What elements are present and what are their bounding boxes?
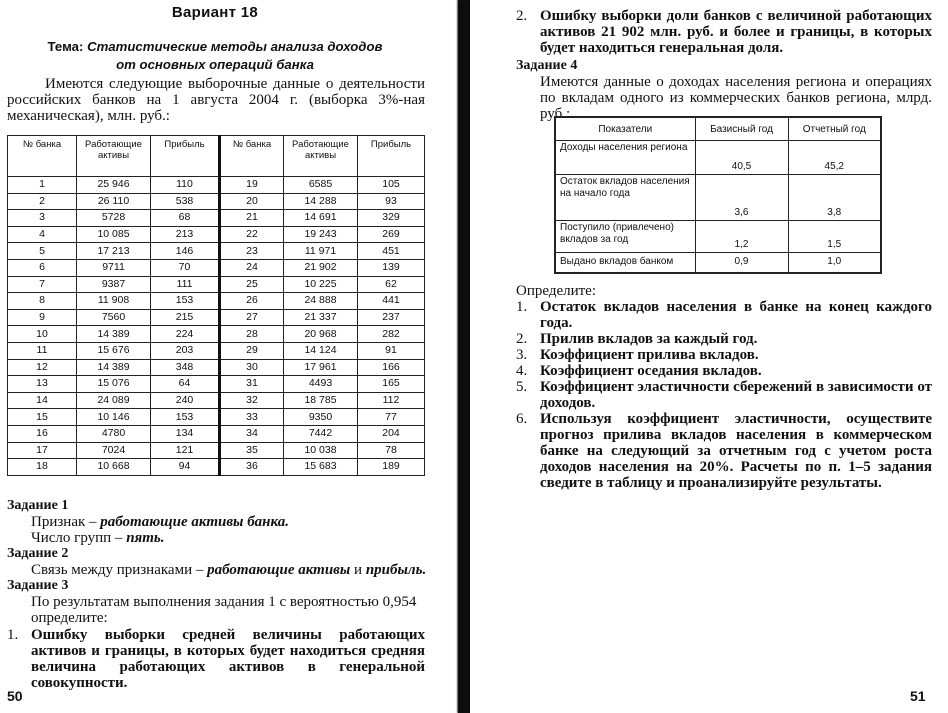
bank-number-cell: 32 — [220, 392, 284, 409]
bank-number-cell: 17 — [8, 442, 77, 459]
table-row — [8, 293, 425, 310]
profit-cell: 93 — [358, 193, 425, 210]
cell-value: 1,5 — [788, 221, 881, 253]
col-header: Показатели — [555, 117, 695, 141]
profit-cell: 78 — [358, 442, 425, 459]
cell-value: 3,6 — [695, 175, 788, 221]
profit-cell: 538 — [151, 193, 220, 210]
bank-number-cell: 33 — [220, 409, 284, 426]
bank-number-cell: 21 — [220, 210, 284, 227]
col-header: Прибыль — [151, 136, 220, 177]
profit-cell: 110 — [151, 177, 220, 194]
assets-cell: 10 146 — [77, 409, 151, 426]
col-header: Работающие активы — [284, 136, 358, 177]
assets-cell: 6585 — [284, 177, 358, 194]
topic-text-line2: от основных операций банка — [116, 57, 314, 72]
profit-cell: 62 — [358, 276, 425, 293]
profit-cell: 215 — [151, 309, 220, 326]
row-label: Поступило (привлечено) вкладов за год — [555, 221, 695, 253]
row-label: Выдано вкладов банком — [555, 253, 695, 273]
bank-number-cell: 18 — [8, 459, 77, 476]
assets-cell: 24 888 — [284, 293, 358, 310]
profit-cell: 204 — [358, 425, 425, 442]
task4-heading: Задание 4 — [516, 58, 578, 73]
col-header: Базисный год — [695, 117, 788, 141]
table-row — [8, 342, 425, 359]
list-item: 3. Коэффициент прилива вкладов. — [516, 347, 759, 363]
list-item: 2. Прилив вкладов за каждый год. — [516, 331, 758, 347]
list-item: 1. Остаток вкладов населения в банке на конец каждого года. — [516, 299, 932, 331]
bank-number-cell: 4 — [8, 226, 77, 243]
assets-cell: 10 668 — [77, 459, 151, 476]
bank-number-cell: 23 — [220, 243, 284, 260]
task1-line2: Число групп – пять. — [31, 530, 165, 546]
determine-label: Определите: — [516, 283, 597, 299]
assets-cell: 14 124 — [284, 342, 358, 359]
assets-cell: 17 961 — [284, 359, 358, 376]
assets-cell: 14 389 — [77, 359, 151, 376]
profit-cell: 146 — [151, 243, 220, 260]
table-row — [8, 276, 425, 293]
cell-value: 40,5 — [695, 141, 788, 175]
topic-heading — [0, 38, 430, 74]
bank-number-cell: 20 — [220, 193, 284, 210]
profit-cell: 70 — [151, 259, 220, 276]
profit-cell: 213 — [151, 226, 220, 243]
assets-cell: 15 683 — [284, 459, 358, 476]
bank-number-cell: 19 — [220, 177, 284, 194]
bank-number-cell: 15 — [8, 409, 77, 426]
variant-title: Вариант 18 — [171, 4, 259, 21]
col-header: № банка — [220, 136, 284, 177]
list-item: 6. Используя коэффициент эластичности, осуществите прогноз прилива вкладов населения в коммерческом банке на следующий за отчетным год с учетом роста доходов населения на 20%. Расчеты по п. 1–5 задания сведите в таблицу и проанализируйте результаты. — [516, 411, 932, 491]
assets-cell: 15 676 — [77, 342, 151, 359]
assets-cell: 4493 — [284, 376, 358, 393]
list-item: 4. Коэффициент оседания вкладов. — [516, 363, 762, 379]
profit-cell: 77 — [358, 409, 425, 426]
assets-cell: 9711 — [77, 259, 151, 276]
assets-cell: 10 225 — [284, 276, 358, 293]
cell-value: 0,9 — [695, 253, 788, 273]
row-label: Остаток вкладов населения на начало года — [555, 175, 695, 221]
bank-number-cell: 11 — [8, 342, 77, 359]
assets-cell: 18 785 — [284, 392, 358, 409]
assets-cell: 9387 — [77, 276, 151, 293]
table-row — [8, 442, 425, 459]
assets-cell: 20 968 — [284, 326, 358, 343]
table-row — [8, 326, 425, 343]
profit-cell: 189 — [358, 459, 425, 476]
bank-number-cell: 27 — [220, 309, 284, 326]
task1-line1: Признак – работающие активы банка. — [31, 514, 289, 530]
profit-cell: 134 — [151, 425, 220, 442]
intro-text: Имеются следующие выборочные данные о деятельности российских банков на 1 августа 2004 г. (выборка 3%-ная механическая), млн. руб.: — [7, 76, 425, 124]
assets-cell: 11 908 — [77, 293, 151, 310]
bank-number-cell: 30 — [220, 359, 284, 376]
profit-cell: 348 — [151, 359, 220, 376]
profit-cell: 203 — [151, 342, 220, 359]
banks-table — [7, 135, 425, 476]
table-row — [8, 309, 425, 326]
bank-number-cell: 9 — [8, 309, 77, 326]
table-row — [8, 243, 425, 260]
assets-cell: 26 110 — [77, 193, 151, 210]
profit-cell: 282 — [358, 326, 425, 343]
profit-cell: 64 — [151, 376, 220, 393]
bank-number-cell: 5 — [8, 243, 77, 260]
profit-cell: 94 — [151, 459, 220, 476]
table-header-row — [8, 136, 425, 177]
table-row — [555, 253, 881, 273]
bank-number-cell: 29 — [220, 342, 284, 359]
table-row — [8, 210, 425, 227]
col-header: Работающие активы — [77, 136, 151, 177]
task3-heading: Задание 3 — [7, 578, 69, 593]
book-spine — [458, 0, 470, 713]
profit-cell: 153 — [151, 409, 220, 426]
table-row — [8, 425, 425, 442]
page-number-left: 50 — [7, 688, 23, 704]
table-row — [8, 226, 425, 243]
bank-number-cell: 7 — [8, 276, 77, 293]
assets-cell: 11 971 — [284, 243, 358, 260]
assets-cell: 25 946 — [77, 177, 151, 194]
bank-number-cell: 13 — [8, 376, 77, 393]
task3-item-2: 2. Ошибку выборки доли банков с величиной работающих активов 21 902 млн. руб. и более и границы, в которых будет находиться генеральная доля. — [516, 8, 932, 56]
bank-number-cell: 34 — [220, 425, 284, 442]
assets-cell: 4780 — [77, 425, 151, 442]
task3-intro-line2: определите: — [31, 610, 108, 626]
table-row — [555, 221, 881, 253]
profit-cell: 329 — [358, 210, 425, 227]
bank-number-cell: 28 — [220, 326, 284, 343]
assets-cell: 24 089 — [77, 392, 151, 409]
assets-cell: 7024 — [77, 442, 151, 459]
profit-cell: 111 — [151, 276, 220, 293]
col-header: Отчетный год — [788, 117, 881, 141]
table-row — [8, 177, 425, 194]
bank-number-cell: 8 — [8, 293, 77, 310]
income-table — [554, 116, 882, 274]
assets-cell: 21 337 — [284, 309, 358, 326]
bank-number-cell: 35 — [220, 442, 284, 459]
assets-cell: 10 038 — [284, 442, 358, 459]
table-header-row — [555, 117, 881, 141]
profit-cell: 153 — [151, 293, 220, 310]
task3-item-1: 1. Ошибку выборки средней величины работающих активов и границы, в которых будет находиться средняя величина работающих активов в генеральной совокупности. — [7, 627, 425, 691]
table-row — [8, 409, 425, 426]
bank-number-cell: 16 — [8, 425, 77, 442]
col-header: Прибыль — [358, 136, 425, 177]
profit-cell: 68 — [151, 210, 220, 227]
bank-number-cell: 6 — [8, 259, 77, 276]
bank-number-cell: 10 — [8, 326, 77, 343]
list-item: 5. Коэффициент эластичности сбережений в зависимости от доходов. — [516, 379, 932, 411]
bank-number-cell: 24 — [220, 259, 284, 276]
profit-cell: 139 — [358, 259, 425, 276]
topic-text-line1: Статистические методы анализа доходов — [87, 39, 383, 54]
bank-number-cell: 1 — [8, 177, 77, 194]
profit-cell: 224 — [151, 326, 220, 343]
profit-cell: 451 — [358, 243, 425, 260]
cell-value: 3,8 — [788, 175, 881, 221]
profit-cell: 269 — [358, 226, 425, 243]
bank-number-cell: 2 — [8, 193, 77, 210]
col-header: № банка — [8, 136, 77, 177]
cell-value: 45,2 — [788, 141, 881, 175]
bank-number-cell: 25 — [220, 276, 284, 293]
topic-label: Тема: — [47, 39, 84, 54]
task2-heading: Задание 2 — [7, 546, 69, 561]
assets-cell: 21 902 — [284, 259, 358, 276]
task4-items — [516, 299, 932, 491]
page-number-right: 51 — [910, 688, 926, 704]
profit-cell: 165 — [358, 376, 425, 393]
bank-number-cell: 14 — [8, 392, 77, 409]
profit-cell: 441 — [358, 293, 425, 310]
bank-number-cell: 31 — [220, 376, 284, 393]
task4-intro: Имеются данные о доходах населения региона и операциях по вкладам одного из коммерческих банков региона, млрд. руб.: — [540, 74, 932, 122]
profit-cell: 121 — [151, 442, 220, 459]
assets-cell: 14 389 — [77, 326, 151, 343]
assets-cell: 10 085 — [77, 226, 151, 243]
table-row — [8, 376, 425, 393]
assets-cell: 7442 — [284, 425, 358, 442]
assets-cell: 9350 — [284, 409, 358, 426]
table-row — [8, 459, 425, 476]
assets-cell: 15 076 — [77, 376, 151, 393]
profit-cell: 166 — [358, 359, 425, 376]
table-row — [8, 193, 425, 210]
task1-heading: Задание 1 — [7, 498, 69, 513]
left-page — [0, 0, 458, 713]
profit-cell: 112 — [358, 392, 425, 409]
row-label: Доходы населения региона — [555, 141, 695, 175]
task2-line: Связь между признаками – работающие активы и прибыль. — [31, 562, 427, 578]
assets-cell: 7560 — [77, 309, 151, 326]
cell-value: 1,2 — [695, 221, 788, 253]
assets-cell: 14 691 — [284, 210, 358, 227]
bank-number-cell: 22 — [220, 226, 284, 243]
task3-intro-line1: По результатам выполнения задания 1 с вероятностью 0,954 — [31, 594, 417, 610]
profit-cell: 91 — [358, 342, 425, 359]
assets-cell: 14 288 — [284, 193, 358, 210]
table-row — [8, 259, 425, 276]
right-page — [470, 0, 948, 713]
cell-value: 1,0 — [788, 253, 881, 273]
bank-number-cell: 26 — [220, 293, 284, 310]
bank-number-cell: 36 — [220, 459, 284, 476]
profit-cell: 105 — [358, 177, 425, 194]
bank-number-cell: 12 — [8, 359, 77, 376]
bank-number-cell: 3 — [8, 210, 77, 227]
table-row — [8, 359, 425, 376]
assets-cell: 5728 — [77, 210, 151, 227]
profit-cell: 237 — [358, 309, 425, 326]
table-row — [8, 392, 425, 409]
intro-paragraph — [7, 76, 425, 124]
assets-cell: 19 243 — [284, 226, 358, 243]
table-row — [555, 175, 881, 221]
assets-cell: 17 213 — [77, 243, 151, 260]
profit-cell: 240 — [151, 392, 220, 409]
table-row — [555, 141, 881, 175]
